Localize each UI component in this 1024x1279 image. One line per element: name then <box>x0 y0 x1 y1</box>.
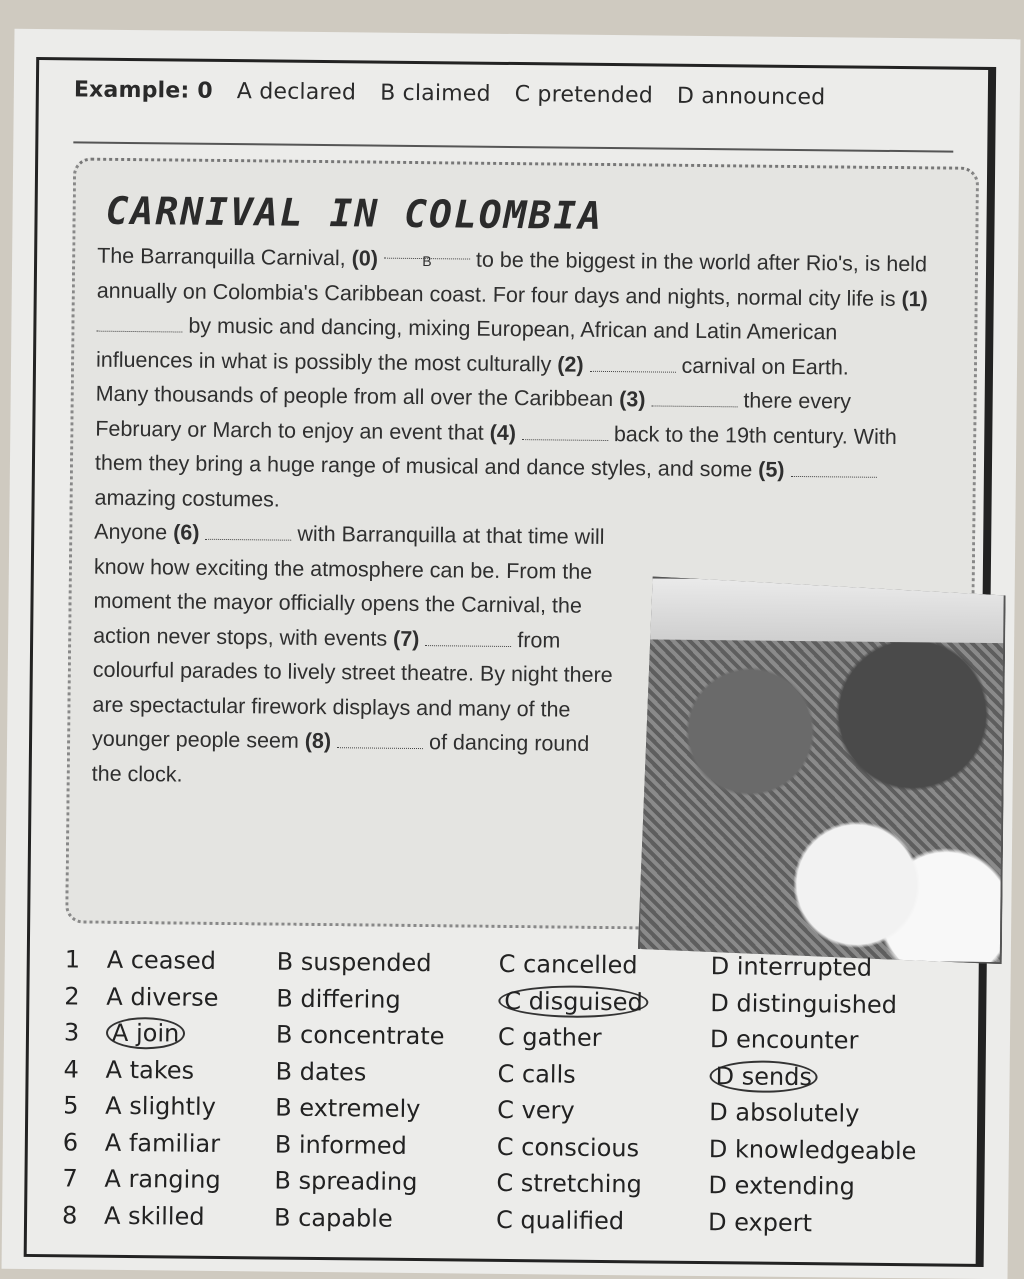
option-d[interactable]: D distinguished <box>710 988 898 1019</box>
option-d[interactable]: D extending <box>708 1171 855 1201</box>
p1-text-4: carnival on Earth. <box>675 353 849 380</box>
option-b[interactable]: B informed <box>274 1130 407 1160</box>
option-a[interactable]: A ceased <box>106 946 217 976</box>
gap-6-number: (6) <box>173 520 200 545</box>
gap-1-number: (1) <box>901 286 928 311</box>
gap-3-blank[interactable] <box>651 391 737 407</box>
option-d[interactable]: D absolutely <box>709 1098 860 1128</box>
option-b[interactable]: B suspended <box>276 947 432 978</box>
example-option-d: D announced <box>676 83 826 111</box>
worksheet-page <box>2 29 1021 1279</box>
p3-text-4: of dancing round the clock. <box>91 730 590 787</box>
option-d-circled[interactable]: D sends <box>709 1060 818 1093</box>
option-c-circled[interactable]: C disguised <box>498 985 649 1019</box>
option-a[interactable]: A familiar <box>104 1128 221 1158</box>
gap-8-number: (8) <box>304 728 332 754</box>
option-b[interactable]: B extremely <box>275 1093 421 1124</box>
p3-text-1: Anyone <box>94 519 174 545</box>
p3-text-3: from colourful parades to lively street theatre. By night there are spectactular firework displays and many of the younger people seem <box>91 627 613 753</box>
option-b[interactable]: B concentrate <box>275 1020 445 1051</box>
p1-text-3: by music and dancing, mixing European, African and Latin American influences in what is possibly the most culturally <box>95 313 838 376</box>
answer-number: 2 <box>64 982 80 1011</box>
option-b[interactable]: B dates <box>275 1057 367 1087</box>
answer-number: 3 <box>63 1018 80 1047</box>
gap-0-answer: B <box>384 244 470 260</box>
carnival-photo <box>638 576 1006 964</box>
gap-4-blank[interactable] <box>522 425 608 441</box>
gap-8-blank[interactable] <box>337 733 423 749</box>
p2-text-1: Many thousands of people from all over the Caribbean <box>95 381 620 412</box>
gap-6-blank[interactable] <box>205 525 291 541</box>
option-b[interactable]: B capable <box>273 1203 393 1233</box>
answer-number: 4 <box>63 1055 80 1084</box>
gap-2-number: (2) <box>557 351 584 377</box>
answer-number: 5 <box>63 1091 79 1120</box>
gap-5-blank[interactable] <box>790 462 876 478</box>
answer-number: 1 <box>64 945 81 974</box>
gap-7-number: (7) <box>393 626 420 651</box>
example-lead: Example: 0 <box>73 77 213 104</box>
option-a[interactable]: A skilled <box>103 1201 205 1231</box>
option-b[interactable]: B spreading <box>274 1166 418 1197</box>
option-c[interactable]: C cancelled <box>498 950 638 980</box>
option-c[interactable]: C stretching <box>496 1169 642 1199</box>
gap-7-blank[interactable] <box>425 631 511 647</box>
option-a[interactable]: A slightly <box>105 1092 217 1122</box>
paragraph-1 <box>96 239 937 386</box>
option-c[interactable]: C qualified <box>495 1205 625 1235</box>
option-d[interactable]: D encounter <box>709 1025 859 1055</box>
p1-text-1: The Barranquilla Carnival, <box>97 243 352 271</box>
reading-title: CARNIVAL IN COLOMBIA <box>105 188 604 238</box>
option-a[interactable]: A diverse <box>106 982 219 1012</box>
p2-text-3: back to the 19th century. With them they bring a huge range of musical and dance styles, and some <box>94 421 897 482</box>
p2-text-4: amazing costumes. <box>94 485 280 512</box>
answer-options <box>62 941 965 1242</box>
option-c[interactable]: C gather <box>497 1023 602 1053</box>
option-a-circled[interactable]: A join <box>106 1017 186 1050</box>
option-c[interactable]: C conscious <box>496 1132 640 1163</box>
photo-sky <box>643 578 1004 643</box>
option-d[interactable]: D expert <box>707 1207 813 1237</box>
paragraph-2 <box>94 377 935 524</box>
p3-text-2: with Barranquilla at that time will know how exciting the atmosphere can be. From the moment the mayor officially opens the Carnival, the action never stops, with events <box>93 521 605 651</box>
option-a[interactable]: A takes <box>105 1055 195 1085</box>
answer-number: 6 <box>62 1128 79 1157</box>
gap-5-number: (5) <box>758 457 785 482</box>
reading-box <box>65 157 979 932</box>
gap-1-blank[interactable] <box>96 317 182 333</box>
p2-text-2: there every February or March to enjoy an event that <box>95 388 852 445</box>
option-a[interactable]: A ranging <box>104 1165 221 1195</box>
example-option-a: A declared <box>236 79 357 106</box>
example-option-b: B claimed <box>380 80 491 107</box>
gap-0-number: (0) <box>351 246 379 271</box>
p1-text-2: to be the biggest in the world after Rio's, is held annually on Colombia's Caribbean coast. For four days and nights, normal city life is <box>96 247 928 311</box>
gap-2-blank[interactable] <box>589 356 675 372</box>
option-d[interactable]: D knowledgeable <box>708 1134 917 1166</box>
option-c[interactable]: C very <box>497 1096 575 1125</box>
option-b[interactable]: B differing <box>276 984 401 1014</box>
answer-number: 7 <box>62 1164 78 1193</box>
gap-4-number: (4) <box>489 420 517 445</box>
example-option-c: C pretended <box>514 82 654 109</box>
answer-number: 8 <box>61 1201 78 1230</box>
paragraph-3 <box>92 515 620 796</box>
gap-3-number: (3) <box>619 387 646 412</box>
option-d[interactable]: D interrupted <box>710 952 873 983</box>
option-c[interactable]: C calls <box>497 1059 576 1089</box>
